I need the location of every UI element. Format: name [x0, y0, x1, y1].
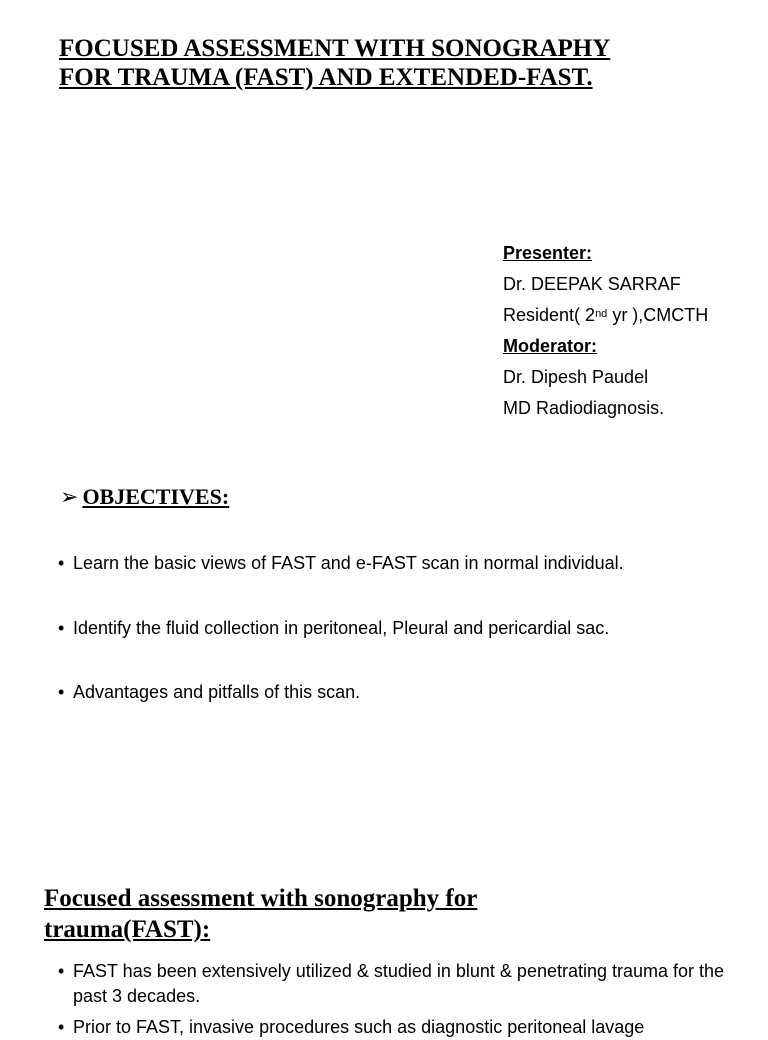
slide-title-line-2: FOR TRAUMA (FAST) AND EXTENDED-FAST.	[59, 64, 593, 91]
fast-list-item-text: FAST has been extensively utilized & studied in blunt & penetrating trauma for the past 3 decades.	[73, 961, 725, 1006]
section-heading-fast	[44, 883, 644, 945]
objectives-heading	[60, 482, 229, 512]
bullet-icon: •	[58, 961, 65, 981]
moderator-name: Dr. Dipesh Paudel	[503, 367, 649, 387]
objective-item-text: Advantages and pitfalls of this scan.	[73, 682, 361, 702]
bullet-icon: •	[58, 553, 65, 573]
objective-item	[58, 551, 758, 575]
objective-item-text: Learn the basic views of FAST and e-FAST scan in normal individual.	[73, 553, 624, 573]
presenter-role-prefix: Resident( 2	[503, 305, 596, 325]
objective-item-text: Identify the fluid collection in peritoneal, Pleural and pericardial sac.	[73, 618, 610, 638]
presenter-moderator-block	[503, 238, 763, 424]
section-heading-line-1: Focused assessment with sonography for	[44, 885, 478, 912]
presenter-role-suffix: yr ),CMCTH	[607, 305, 709, 325]
slide-title-line-1: FOCUSED ASSESSMENT WITH SONOGRAPHY	[59, 35, 611, 62]
fast-list-item	[58, 959, 748, 1009]
presenter-heading: Presenter:	[503, 243, 593, 263]
arrow-bullet-icon: ➢	[60, 484, 79, 509]
moderator-heading: Moderator:	[503, 336, 597, 356]
presenter-name: Dr. DEEPAK SARRAF	[503, 274, 681, 294]
moderator-role: MD Radiodiagnosis.	[503, 398, 665, 418]
objective-item	[58, 616, 758, 640]
objective-item	[58, 680, 758, 704]
bullet-icon: •	[58, 618, 65, 638]
objectives-heading-label: OBJECTIVES:	[82, 484, 230, 509]
fast-list-item	[58, 1015, 748, 1040]
presenter-role	[503, 300, 763, 331]
presenter-role-ordinal: nd	[595, 308, 608, 320]
bullet-icon: •	[58, 682, 65, 702]
section-heading-line-2: trauma(FAST):	[44, 916, 211, 943]
fast-list-item-text: Prior to FAST, invasive procedures such as diagnostic peritoneal lavage	[73, 1017, 645, 1037]
bullet-icon: •	[58, 1017, 65, 1037]
slide-title	[59, 34, 739, 92]
